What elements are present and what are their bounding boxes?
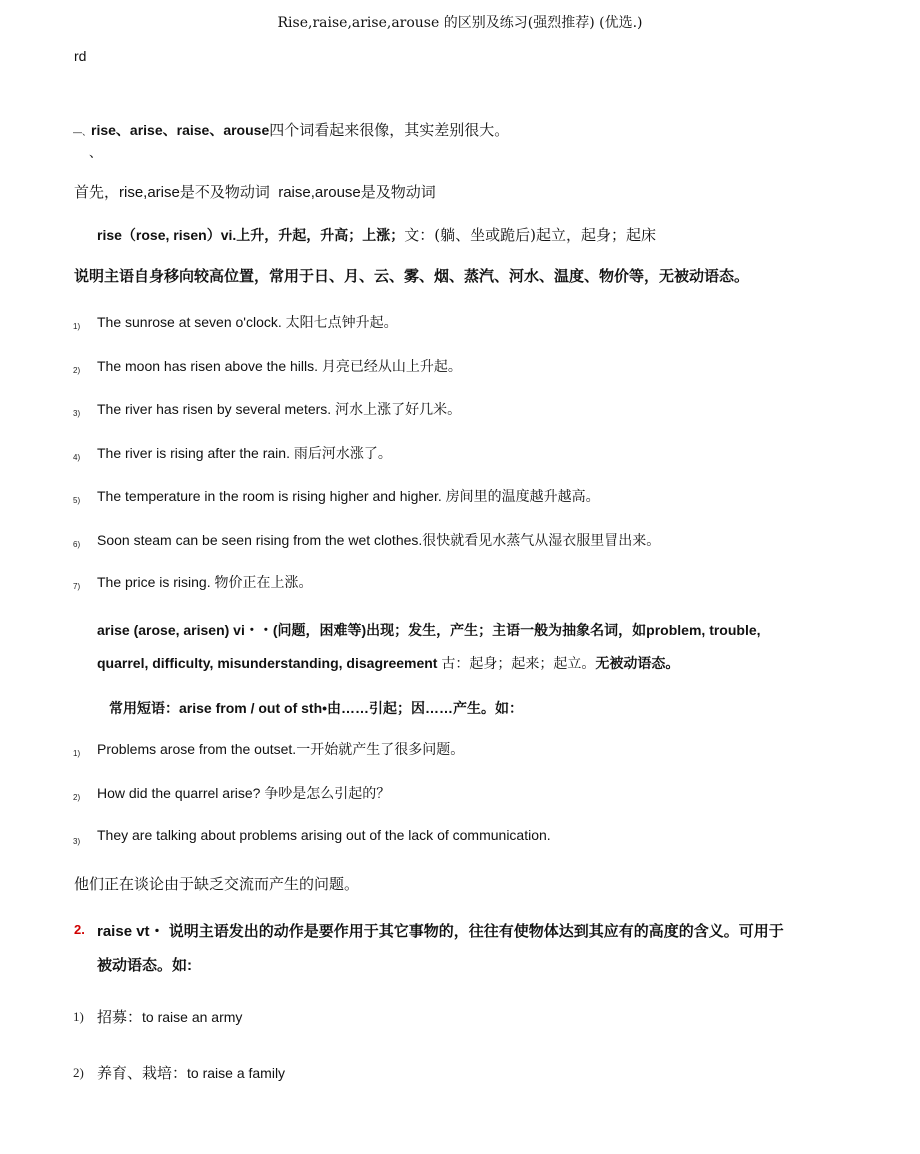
raise-item-num: 1)	[73, 1009, 84, 1024]
header-sub: rd	[74, 48, 87, 64]
rise-example	[97, 312, 398, 332]
example-cn: 一开始就产生了很多问题。	[296, 742, 465, 758]
raise-number: 2.	[74, 922, 85, 937]
example-cn: 河水上涨了好几米。	[335, 402, 462, 418]
example-cn: 很快就看见水蒸气从湿衣服里冒出来。	[422, 533, 661, 549]
intro-stray: 、	[89, 146, 103, 161]
rise-ex-num: 1)	[73, 322, 81, 331]
arise-no-passive: 无被动语态。	[595, 655, 680, 671]
rise-ex-num: 5)	[73, 496, 81, 505]
raise-item	[97, 1062, 285, 1083]
raise-item-num: 2)	[73, 1065, 84, 1080]
rise-example	[97, 572, 312, 592]
intro-line	[73, 119, 509, 140]
rise-example	[97, 356, 462, 376]
example-en: The moon has risen above the hills.	[97, 358, 319, 374]
rise-heading-bold: rise（rose, risen）vi.上升，升起，升高；上涨；	[97, 227, 405, 243]
rise-example	[97, 530, 660, 550]
rise-example	[97, 399, 461, 419]
item-en: to raise a family	[187, 1065, 286, 1081]
raise-heading: raise vt・ 说明主语发出的动作是要作用于其它事物的，往往有使物体达到其应有的高度的含义。可用于	[97, 923, 784, 940]
arise-example	[97, 827, 551, 844]
example-cn: 争吵是怎么引起的？	[264, 786, 391, 802]
rise-example	[97, 443, 392, 463]
arise-example	[97, 783, 390, 803]
intro-words: rise、arise、raise、arouse	[91, 122, 270, 138]
intro-rest: 四个词看起来很像，其实差别很大。	[269, 121, 510, 139]
example-cn: 雨后河水涨了。	[293, 446, 392, 462]
rise-ex-num: 4)	[73, 453, 81, 462]
rise-ex-num: 3)	[73, 409, 81, 418]
arise-ex-num: 3)	[73, 837, 81, 846]
rise-note: 说明主语自身移向较高位置，常用于日、月、云、雾、烟、蒸汽、河水、温度、物价等，无被动语态。	[74, 268, 750, 285]
example-en: They are talking about problems arising out of the lack of communication.	[97, 827, 551, 843]
arise-example	[97, 739, 464, 759]
arise-heading: arise (arose, arisen) vi・・(问题，困难等)出现；发生，产生；主语一般为抽象名词，如problem, trouble,	[97, 622, 761, 638]
example-en: The sunrose at seven o'clock.	[97, 314, 282, 330]
rise-example	[97, 486, 600, 506]
example-en: The price is rising.	[97, 574, 211, 590]
item-cn: 养育、栽培：	[97, 1064, 188, 1082]
arise-heading-line2	[97, 653, 679, 673]
arise-archaic: 古：起身；起来；起立。	[441, 656, 596, 672]
example-en: Soon steam can be seen rising from the wet clothes.	[97, 532, 423, 548]
item-en: to raise an army	[142, 1009, 243, 1025]
example-cn: 太阳七点钟升起。	[285, 315, 398, 331]
arise-examples-words: quarrel, difficulty, misunderstanding, disagreement	[97, 655, 438, 671]
raise-heading-line2: 被动语态。如:	[97, 957, 192, 974]
rise-heading-rest: 文：(躺、坐或跪后)起立，起身；起床	[404, 226, 657, 244]
example-en: The river has risen by several meters.	[97, 401, 332, 417]
example-en: The river is rising after the rain.	[97, 445, 290, 461]
arise-phrase: 常用短语：arise from / out of sth•由……引起；因……产生。如：	[109, 700, 524, 716]
example-en: Problems arose from the outset.	[97, 741, 297, 757]
intro-bullet: —、	[73, 127, 92, 137]
example-en: How did the quarrel arise?	[97, 785, 261, 801]
intransitive-text: 首先，rise,arise是不及物动词	[74, 184, 270, 201]
transitive-text: raise,arouse是及物动词	[278, 184, 436, 201]
arise-ex-num: 2)	[73, 793, 81, 802]
rise-ex-num: 7)	[73, 582, 81, 591]
rise-heading	[97, 224, 656, 245]
item-cn: 招募：	[97, 1008, 143, 1026]
example-cn: 月亮已经从山上升起。	[321, 359, 462, 375]
example-cn: 房间里的温度越升越高。	[445, 489, 600, 505]
arise-translation: 他们正在谈论由于缺乏交流而产生的问题。	[74, 875, 360, 893]
example-en: The temperature in the room is rising higher and higher.	[97, 488, 442, 504]
verb-type-line	[74, 181, 436, 202]
arise-ex-num: 1)	[73, 749, 81, 758]
rise-ex-num: 2)	[73, 366, 81, 375]
rise-ex-num: 6)	[73, 540, 81, 549]
example-cn: 物价正在上涨。	[214, 575, 313, 591]
raise-item	[97, 1006, 242, 1027]
page-title: Rise,raise,arise,arouse 的区别及练习(强烈推荐) (优选.)	[277, 15, 643, 31]
